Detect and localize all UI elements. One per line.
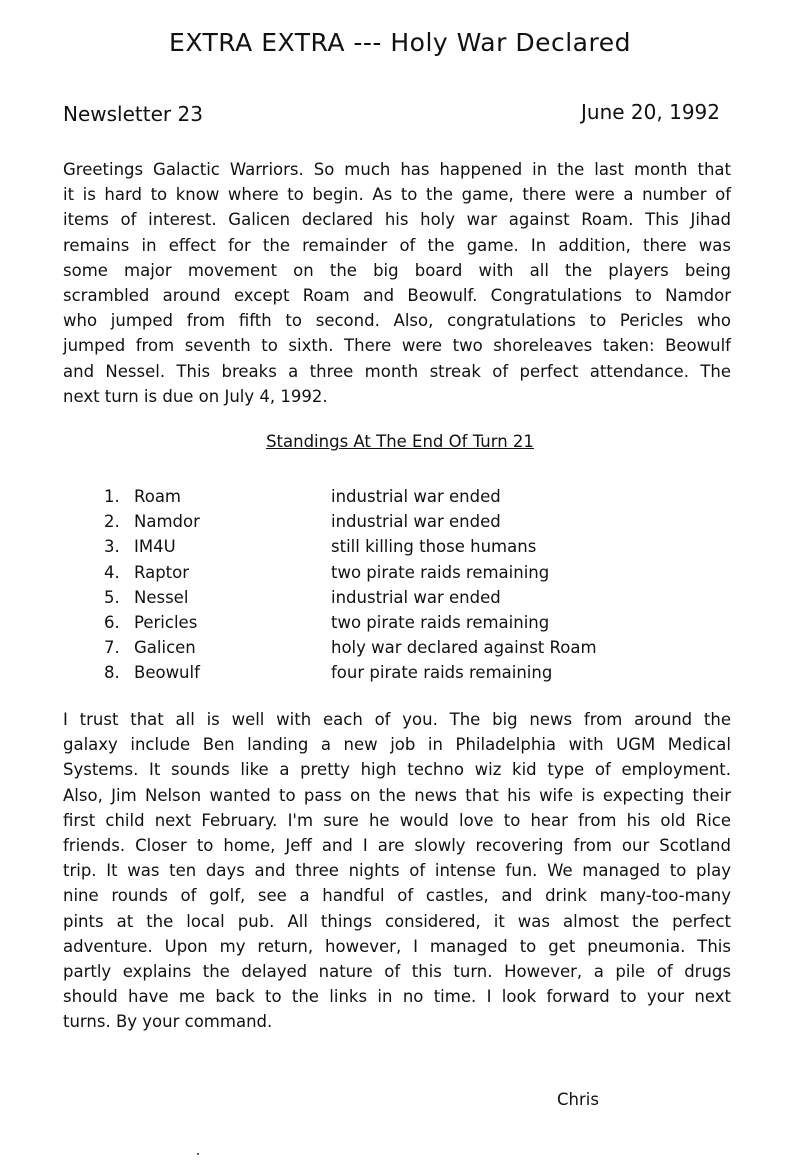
closing-line: should have me back to the links in no time. I look forward to your next <box>63 987 731 1007</box>
standings-rank: 7. <box>104 638 120 658</box>
intro-line: scrambled around except Roam and Beowulf. Congratulations to Namdor <box>63 286 731 306</box>
player-name: Raptor <box>134 562 190 582</box>
player-status: industrial war ended <box>331 587 501 607</box>
standings-title: Standings At The End Of Turn 21 <box>266 432 534 451</box>
standings-row <box>104 635 664 660</box>
player-name: Roam <box>134 487 182 506</box>
closing-line: friends. Closer to home, Jeff and I are slowly recovering from our Scotland <box>63 836 731 856</box>
intro-line: next turn is due on July 4, 1992. <box>63 386 328 406</box>
closing-line: I trust that all is well with each of you. The big news from around the <box>63 710 731 729</box>
standings-rank: 3. <box>104 537 120 557</box>
player-status: two pirate raids remaining <box>331 562 550 582</box>
standings-row <box>104 509 664 534</box>
intro-line: it is hard to know where to begin. As to the game, there were a number of <box>63 185 731 205</box>
player-status: industrial war ended <box>331 487 501 506</box>
intro-line: remains in effect for the remainder of the game. In addition, there was <box>63 235 731 255</box>
standings-rank: 6. <box>104 612 120 632</box>
standings-row <box>104 660 664 685</box>
standings-row <box>104 560 664 585</box>
page-title: EXTRA EXTRA --- Holy War Declared <box>169 28 631 57</box>
intro-line: jumped from seventh to sixth. There were two shoreleaves taken: Beowulf <box>63 336 731 356</box>
scan-speck <box>197 1153 199 1155</box>
closing-line: adventure. Upon my return, however, I managed to get pneumonia. This <box>63 936 731 956</box>
standings-rank: 2. <box>104 512 120 532</box>
closing-line: pints at the local pub. All things considered, it was almost the perfect <box>63 911 731 931</box>
standings-rank: 8. <box>104 663 120 683</box>
player-name: Namdor <box>134 512 200 532</box>
intro-paragraph <box>63 157 731 409</box>
closing-line: Systems. It sounds like a pretty high techno wiz kid type of employment. <box>63 760 731 780</box>
player-name: Nessel <box>134 587 189 607</box>
newsletter-date: June 20, 1992 <box>581 100 720 124</box>
standings-list <box>104 484 664 686</box>
closing-line: nine rounds of golf, see a handful of castles, and drink many-too-many <box>63 886 731 906</box>
closing-paragraph <box>63 707 731 1035</box>
standings-row <box>104 585 664 610</box>
player-name: Beowulf <box>134 663 200 683</box>
intro-line: Greetings Galactic Warriors. So much has happened in the last month that <box>63 160 731 179</box>
intro-line: and Nessel. This breaks a three month streak of perfect attendance. The <box>63 361 731 381</box>
player-name: IM4U <box>134 537 176 557</box>
player-status: still killing those humans <box>331 537 537 557</box>
standings-row <box>104 534 664 559</box>
intro-line: who jumped from fifth to second. Also, congratulations to Pericles who <box>63 311 731 331</box>
closing-line: first child next February. I'm sure he would love to hear from his old Rice <box>63 810 731 830</box>
player-status: two pirate raids remaining <box>331 612 550 632</box>
standings-row <box>104 484 664 509</box>
closing-line: partly explains the delayed nature of this turn. However, a pile of drugs <box>63 962 731 982</box>
player-status: holy war declared against Roam <box>331 638 597 658</box>
intro-line: some major movement on the big board with all the players being <box>63 260 731 280</box>
player-name: Galicen <box>134 638 196 658</box>
player-status: four pirate raids remaining <box>331 663 553 683</box>
closing-line: galaxy include Ben landing a new job in Philadelphia with UGM Medical <box>63 735 731 755</box>
player-status: industrial war ended <box>331 512 501 532</box>
intro-line: items of interest. Galicen declared his holy war against Roam. This Jihad <box>63 210 731 230</box>
closing-line: turns. By your command. <box>63 1012 273 1032</box>
closing-line: Also, Jim Nelson wanted to pass on the news that his wife is expecting their <box>63 785 731 805</box>
signoff: Chris <box>557 1090 599 1109</box>
player-name: Pericles <box>134 612 198 632</box>
standings-rank: 5. <box>104 587 120 607</box>
standings-row <box>104 610 664 635</box>
closing-line: trip. It was ten days and three nights of intense fun. We managed to play <box>63 861 731 881</box>
standings-rank: 4. <box>104 562 120 582</box>
standings-rank: 1. <box>104 487 120 506</box>
newsletter-number: Newsletter 23 <box>63 102 203 126</box>
